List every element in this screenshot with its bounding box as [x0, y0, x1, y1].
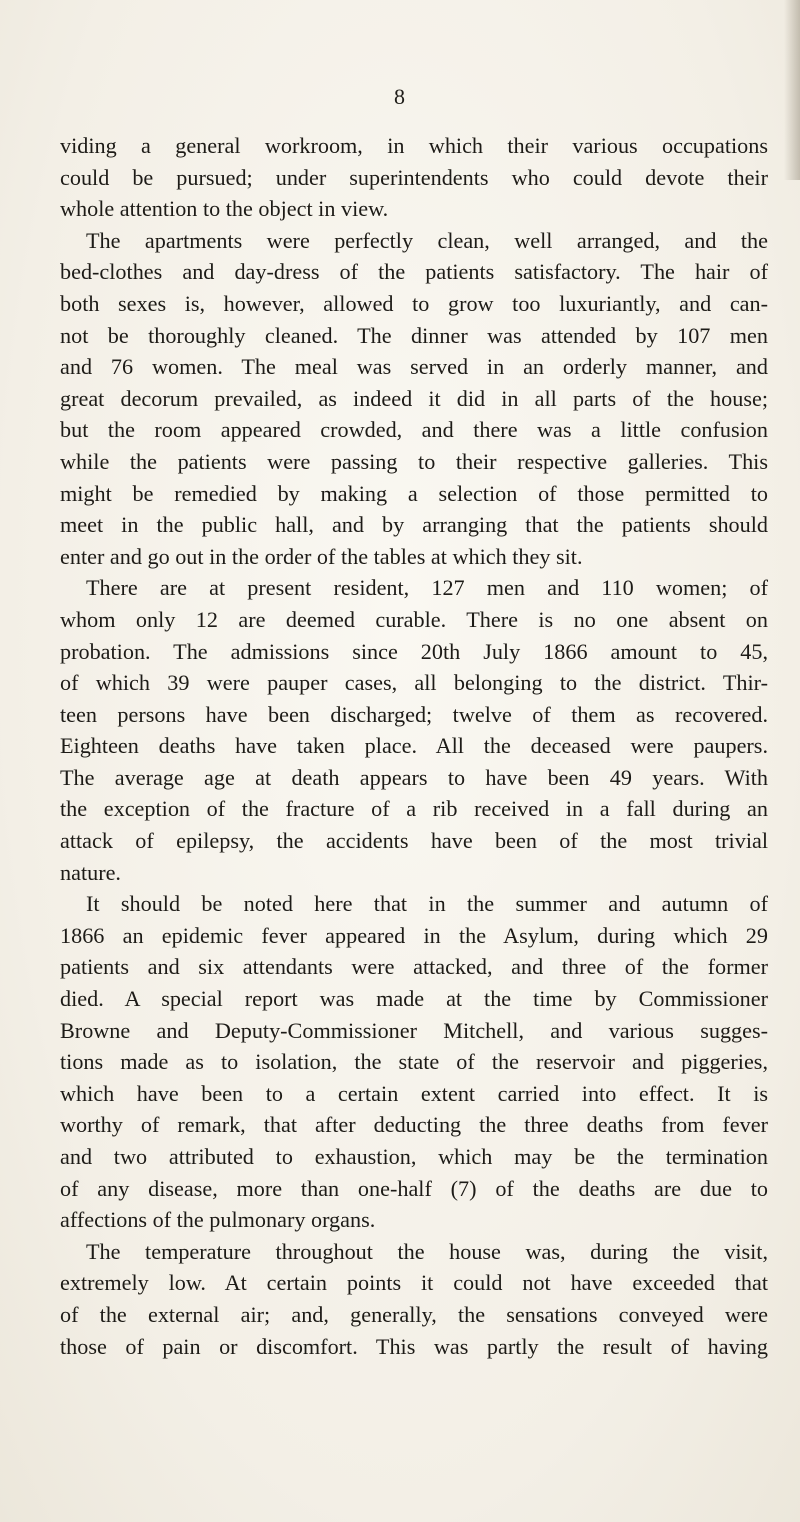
text-line: of which 39 were pauper cases, all belonging to the district. Thir-	[60, 670, 768, 696]
text-line: the exception of the fracture of a rib received in a fall during an	[60, 796, 768, 822]
text-line: might be remedied by making a selection of those permitted to	[60, 480, 768, 506]
text-line: worthy of remark, that after deducting the three deaths from fever	[60, 1112, 768, 1138]
text-line: those of pain or discomfort. This was partly the result of having	[60, 1333, 768, 1359]
text-line: Eighteen deaths have taken place. All the deceased were paupers.	[60, 733, 768, 759]
text-line: There are at present resident, 127 men and 110 women; of	[86, 575, 768, 601]
text-line: It should be noted here that in the summer and autumn of	[86, 891, 768, 917]
text-line: of the external air; and, generally, the sensations conveyed were	[60, 1301, 768, 1327]
text-line: whole attention to the object in view.	[60, 196, 389, 222]
text-line: attack of epilepsy, the accidents have been of the most trivial	[60, 828, 768, 854]
text-line: but the room appeared crowded, and there was a little confusion	[60, 417, 768, 443]
text-line: The apartments were perfectly clean, well arranged, and the	[86, 227, 768, 253]
text-line: bed-clothes and day-dress of the patients satisfactory. The hair of	[60, 259, 768, 285]
text-line: patients and six attendants were attacked, and three of the former	[60, 954, 768, 980]
text-line: and two attributed to exhaustion, which may be the termination	[60, 1144, 768, 1169]
text-line: died. A special report was made at the time by Commissioner	[60, 986, 768, 1012]
text-line: 1866 an epidemic fever appeared in the Asylum, during which 29	[60, 922, 768, 948]
text-line: The average age at death appears to have been 49 years. With	[60, 764, 768, 790]
text-line: great decorum prevailed, as indeed it did in all parts of the house;	[60, 385, 768, 411]
text-line: while the patients were passing to their respective galleries. This	[60, 448, 768, 474]
text-line: Browne and Deputy-Commissioner Mitchell, and various sugges-	[60, 1017, 768, 1043]
text-line: teen persons have been discharged; twelve of them as recovered.	[60, 701, 768, 727]
text-line: whom only 12 are deemed curable. There is no one absent on	[60, 606, 768, 632]
text-line: meet in the public hall, and by arranging that the patients should	[60, 512, 768, 538]
text-line: nature.	[60, 859, 121, 885]
page-number: 8	[394, 84, 406, 109]
text-line: The temperature throughout the house was, during the visit,	[86, 1238, 768, 1264]
text-line: extremely low. At certain points it could not have exceeded that	[60, 1270, 768, 1296]
text-line: of any disease, more than one-half (7) of the deaths are due to	[60, 1175, 768, 1201]
text-line: which have been to a certain extent carried into effect. It is	[60, 1080, 768, 1106]
text-line: enter and go out in the order of the tables at which they sit.	[60, 543, 583, 569]
text-line: affections of the pulmonary organs.	[60, 1207, 376, 1233]
body-text	[60, 130, 768, 1362]
text-line: tions made as to isolation, the state of the reservoir and piggeries,	[60, 1049, 768, 1075]
text-line: both sexes is, however, allowed to grow too luxuriantly, and can-	[60, 290, 768, 316]
text-line: and 76 women. The meal was served in an orderly manner, and	[60, 354, 768, 380]
text-line: probation. The admissions since 20th July 1866 amount to 45,	[60, 638, 768, 664]
text-line: could be pursued; under superintendents who could devote their	[60, 164, 768, 190]
text-line: not be thoroughly cleaned. The dinner was attended by 107 men	[60, 322, 768, 348]
text-line: viding a general workroom, in which their various occupations	[60, 133, 768, 158]
